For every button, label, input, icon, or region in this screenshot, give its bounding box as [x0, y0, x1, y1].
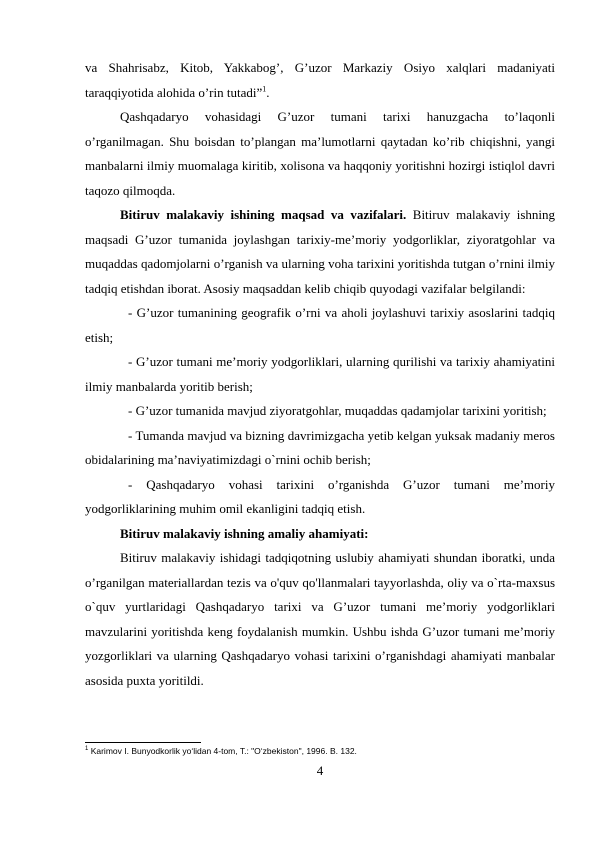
footnote-mark: 1	[85, 746, 89, 753]
footnote	[85, 746, 357, 756]
paragraph-intro-end: .	[266, 84, 270, 100]
paragraph-goals	[85, 203, 555, 301]
task-item: - G’uzor tumanining geografik o’rni va aholi joylashuvi tarixiy asoslarini tadqiq etish;	[85, 305, 555, 345]
task-item: - G’uzor tumani me’moriy yodgorliklari, ularning qurilishi va tarixiy ahamiyatini ilmiy manbalarda yoritib berish;	[85, 354, 555, 394]
footnote-reference[interactable]: 1	[262, 84, 267, 94]
paragraph-history: Qashqadaryo vohasidagi G’uzor tumani tarixi hanuzgacha to’laqonli o’rganilmagan. Shu boisdan to’plangan ma’lumotlarni qaytadan ko’rib chiqishni, yangi manbalarni ilmiy muomalaga kiritib, xolisona va haqqoniy yoritishni hozirgi istiqlol davri taqozo qilmoqda.	[85, 109, 555, 198]
footnote-text: Karimov I. Bunyodkorlik yo‘lidan 4-tom, T.: "O‘zbekiston", 1996. B. 132.	[88, 746, 357, 756]
goals-text: Bitiruv malakaviy ishning maqsadi G’uzor tumanida joylashgan tarixiy-me’moriy yodgorliklar, ziyoratgohlar va muqaddas qadomjolarni o’rganish va ularning voha tarixini yoritishda tutgan o’rnini ilmiy tadqiq etishdan iborat. Asosiy maqsaddan kelib chiqib quyodagi vazifalar belgilandi:	[85, 207, 555, 296]
paragraph-intro	[85, 56, 555, 105]
page-number: 4	[316, 763, 324, 778]
task-item: - G’uzor tumanida mavjud ziyoratgohlar, muqaddas qadamjolar tarixini yoritish;	[128, 403, 547, 418]
goals-heading: Bitiruv malakaviy ishining maqsad va vazifalari.	[120, 207, 407, 222]
paragraph-intro-text: va Shahrisabz, Kitob, Yakkabog’, G’uzor Markaziy Osiyo xalqlari madaniyati taraqqiyotida alohida o’rin tutadi”	[85, 60, 555, 100]
task-item: - Qashqadaryo vohasi tarixini o’rganishda G’uzor tumani me’moriy yodgorliklarining muhim omil ekanligini tadqiq etish.	[85, 476, 555, 516]
paragraph-practical: Bitiruv malakaviy ishidagi tadqiqotning uslubiy ahamiyati shundan iboratki, unda o’rganilgan materiallardan tezis va o'quv qo'llanmalari tayyorlashda, oliy va o`rta-maxsus o`quv yurtlaridagi Qashqadaryo tarixi va G’uzor tumani me’moriy yodgorliklari mavzularini yoritishda keng foydalanish mumkin. Ushbu ishda G’uzor tumani me’moriy yozgorliklari va ularning Qashqadaryo vohasi tarixini o’rganishdagi ahamiyati manbalar asosida puxta yoritildi.	[85, 550, 555, 688]
task-item: - Tumanda mavjud va bizning davrimizgacha yetib kelgan yuksak madaniy meros obidalarining ma’naviyatimizdagi o`rnini ochib berish;	[85, 427, 555, 467]
section-heading-practical: Bitiruv malakaviy ishning amaliy ahamiyati:	[120, 525, 369, 541]
footnote-divider	[85, 742, 201, 743]
page-body	[85, 56, 555, 693]
